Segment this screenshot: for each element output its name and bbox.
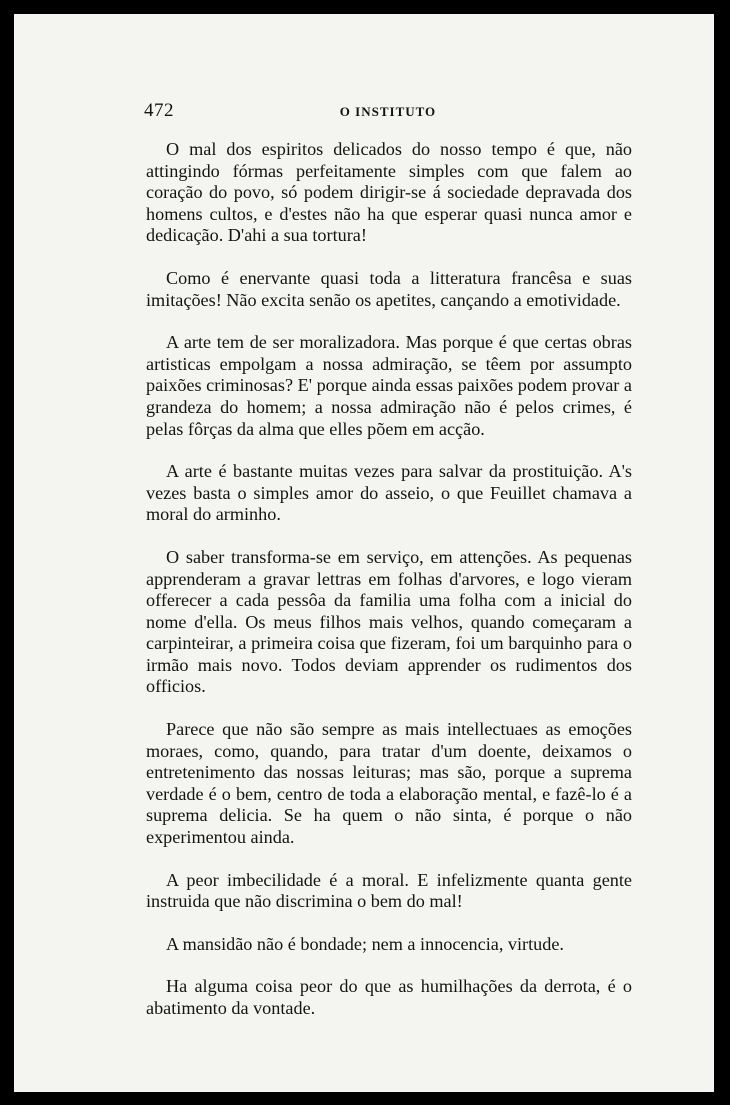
paragraph-7: A peor imbecilidade é a moral. E infelizmente quanta gente instruida que não discrimina o bem do mal! [146,869,632,912]
paragraph-2: Como é enervante quasi toda a litteratura francêsa e suas imitações! Não excita senão os apetites, cançando a emotividade. [146,267,632,310]
paragraph-1: O mal dos espiritos delicados do nosso tempo é que, não attingindo fórmas perfeitamente simples com que falem ao coração do povo, só podem dirigir-se á sociedade depravada dos homens cultos, e d'estes não ha que esperar quasi nunca amor e dedicação. D'ahi a sua tortura! [146,139,632,246]
body-text [146,139,632,1041]
running-head [144,100,632,124]
book-page [14,14,714,1092]
paragraph-6: Parece que não são sempre as mais intellectuaes as emoções moraes, como, quando, para tratar d'um doente, deixamos o entretenimento das nossas leituras; mas são, porque a suprema verdade é o bem, centro de toda a elaboração mental, e fazê-lo é a suprema delicia. Se ha quem o não sinta, é porque o não experimentou ainda. [146,719,632,848]
paragraph-3: A arte tem de ser moralizadora. Mas porque é que certas obras artisticas empolgam a nossa admiração, se têem por assumpto paixões criminosas? E' porque ainda essas paixões podem provar a grandeza do homem; a nossa admiração não é pelos crimes, é pelas fôrças da alma que elles põem em acção. [146,332,632,439]
page-number: 472 [144,100,174,121]
paragraph-5: O saber transforma-se em serviço, em attenções. As pequenas apprenderam a gravar lettras em folhas d'arvores, e logo vieram offerecer a cada pessôa da familia uma folha com a inicial do nome d'ella. Os meus filhos mais velhos, quando começaram a carpinteirar, a primeira coisa que fizeram, foi um barquinho para o irmão mais novo. Todos deviam apprender os rudimentos dos officios. [146,546,632,697]
paragraph-4: A arte é bastante muitas vezes para salvar da prostituição. A's vezes basta o simples amor do asseio, o que Feuillet chamava a moral do arminho. [146,461,632,525]
paragraph-9: Ha alguma coisa peor do que as humilhações da derrota, é o abatimento da vontade. [146,976,632,1018]
paragraph-8: A mansidão não é bondade; nem a innocencia, virtude. [166,933,564,954]
running-title: O INSTITUTO [339,104,437,119]
